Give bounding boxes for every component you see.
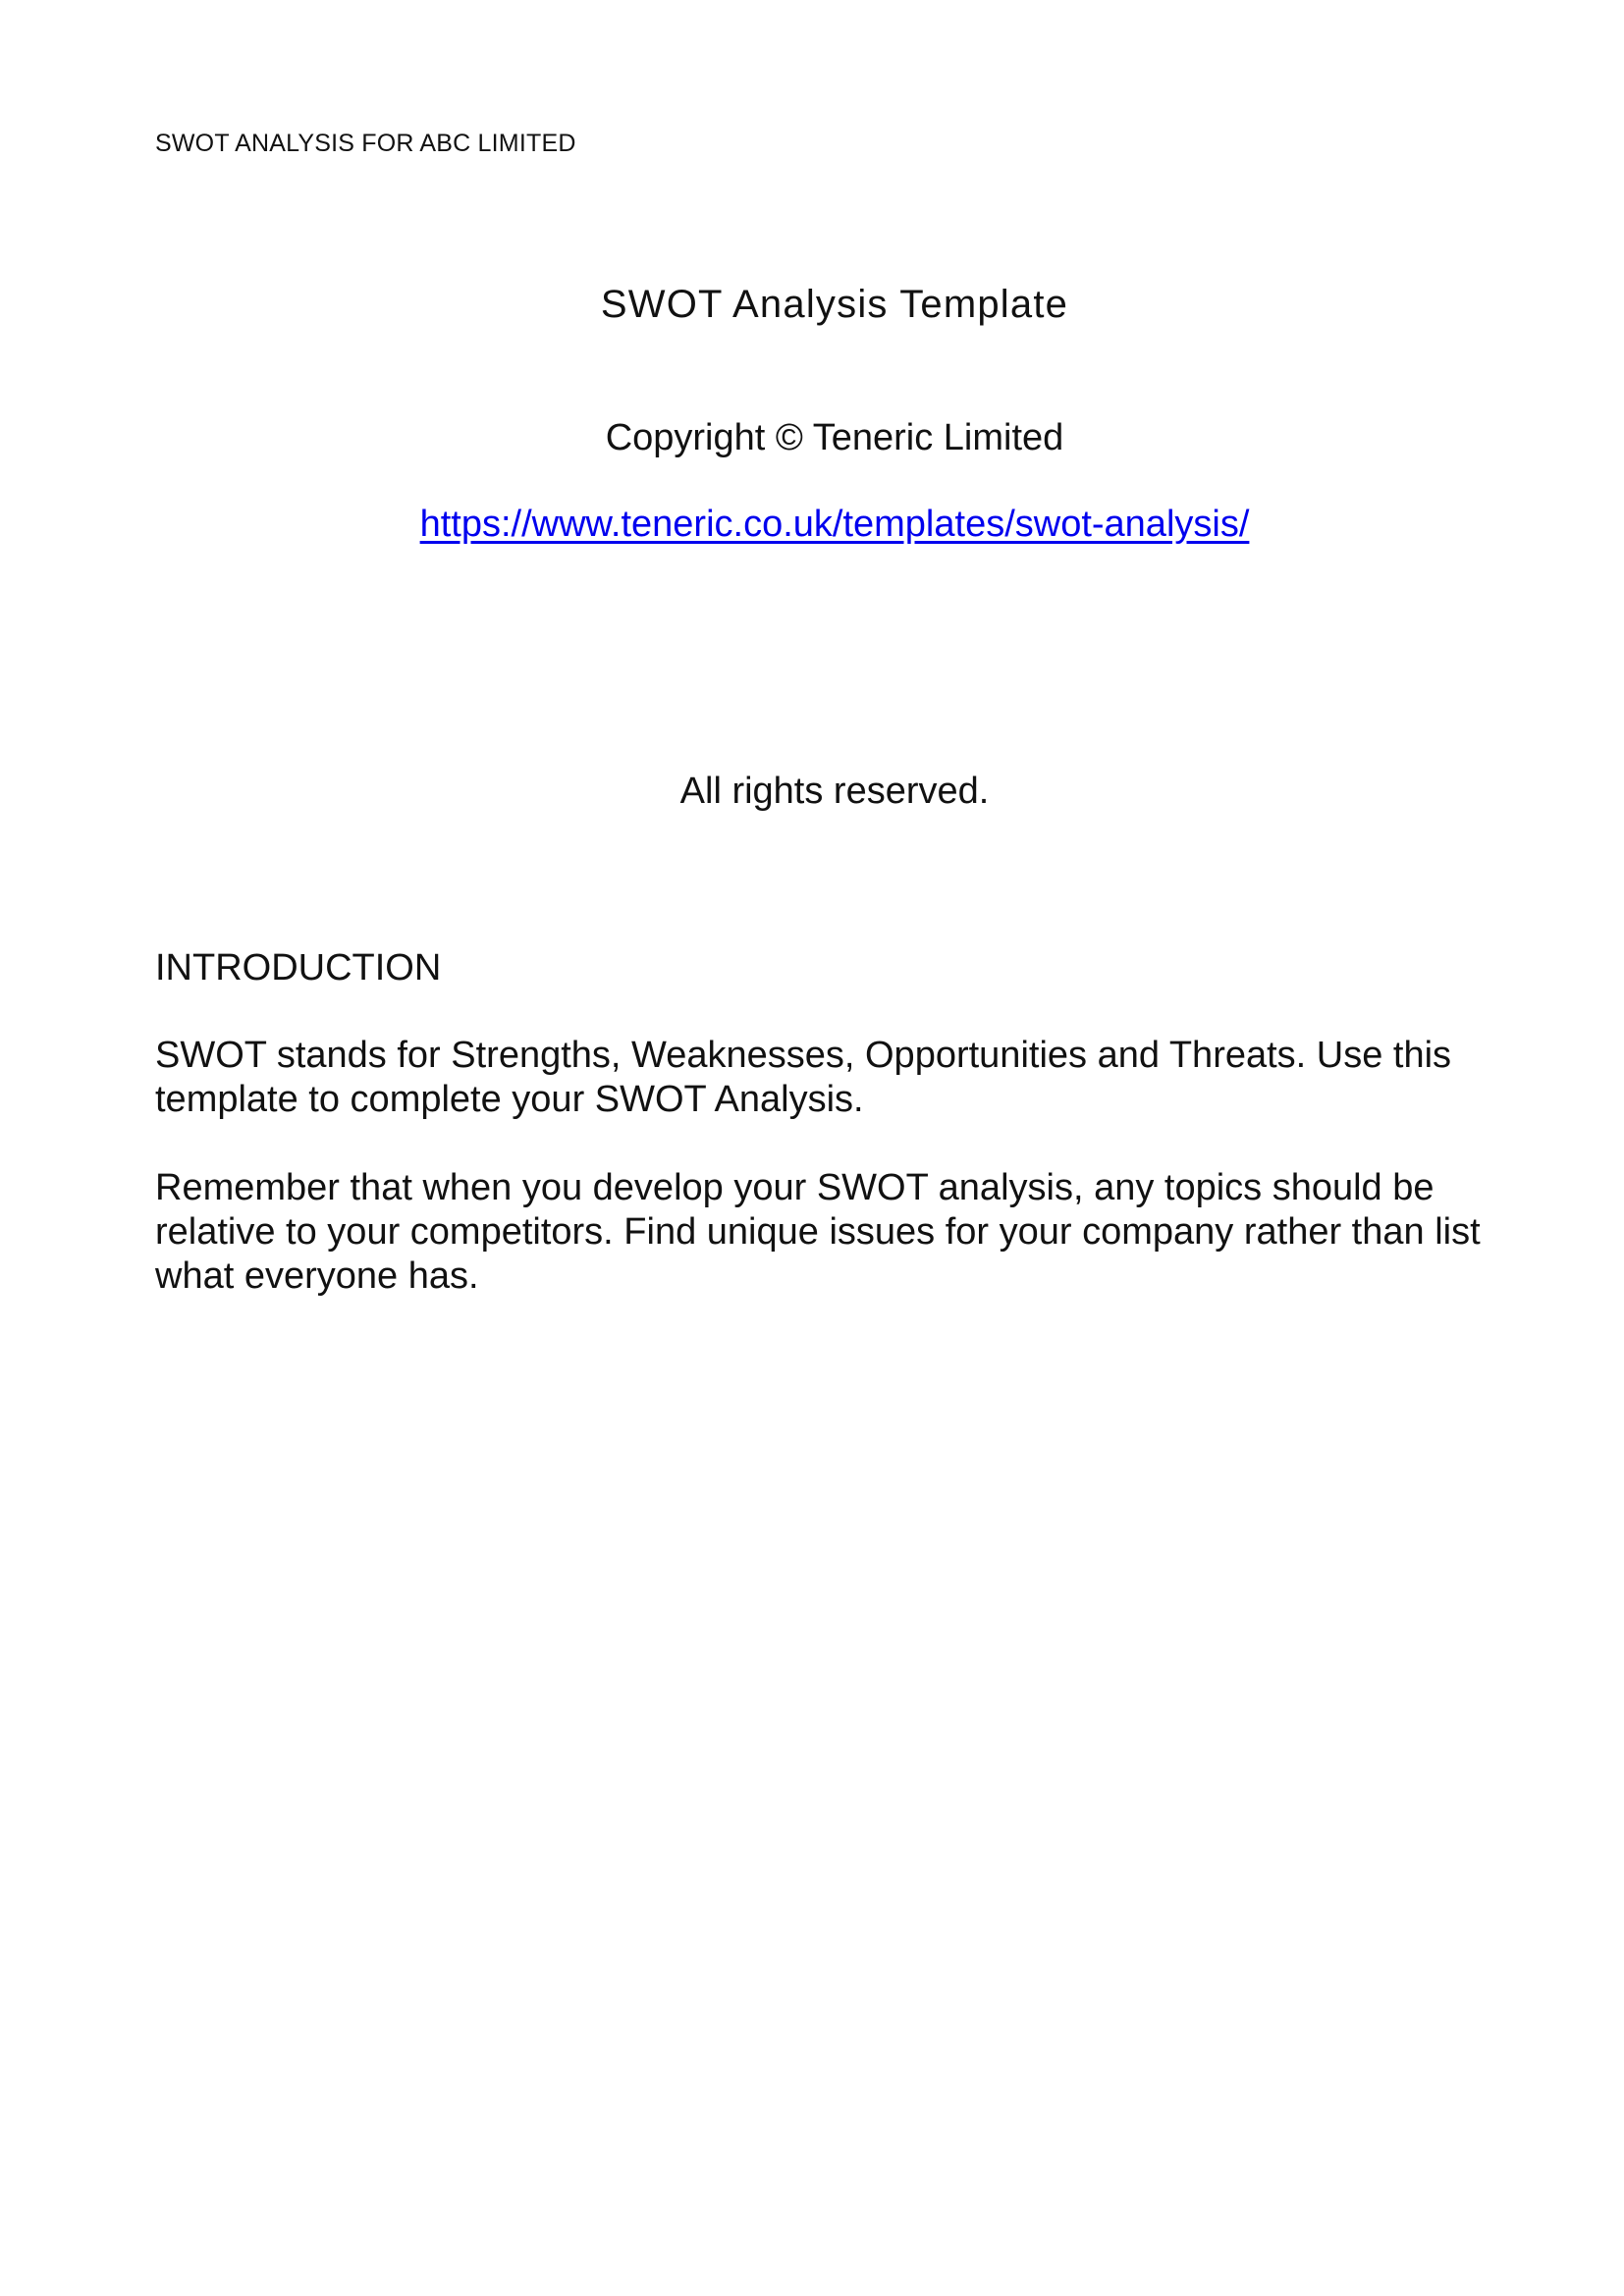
- introduction-heading: INTRODUCTION: [155, 947, 442, 988]
- running-header: SWOT ANALYSIS FOR ABC LIMITED: [155, 130, 576, 157]
- copyright-notice: Copyright © Teneric Limited: [605, 417, 1064, 458]
- introduction-paragraph: Remember that when you develop your SWOT analysis, any topics should be relative to your competitors. Find unique issues for your company rather than list what everyone has.: [155, 1167, 1481, 1297]
- introduction-paragraph: SWOT stands for Strengths, Weaknesses, Opportunities and Threats. Use this template to complete your SWOT Analysis.: [155, 1035, 1452, 1120]
- template-link[interactable]: https://www.teneric.co.uk/templates/swot-analysis/: [419, 504, 1250, 545]
- document-title: SWOT Analysis Template: [600, 283, 1069, 326]
- rights-notice: All rights reserved.: [679, 771, 990, 812]
